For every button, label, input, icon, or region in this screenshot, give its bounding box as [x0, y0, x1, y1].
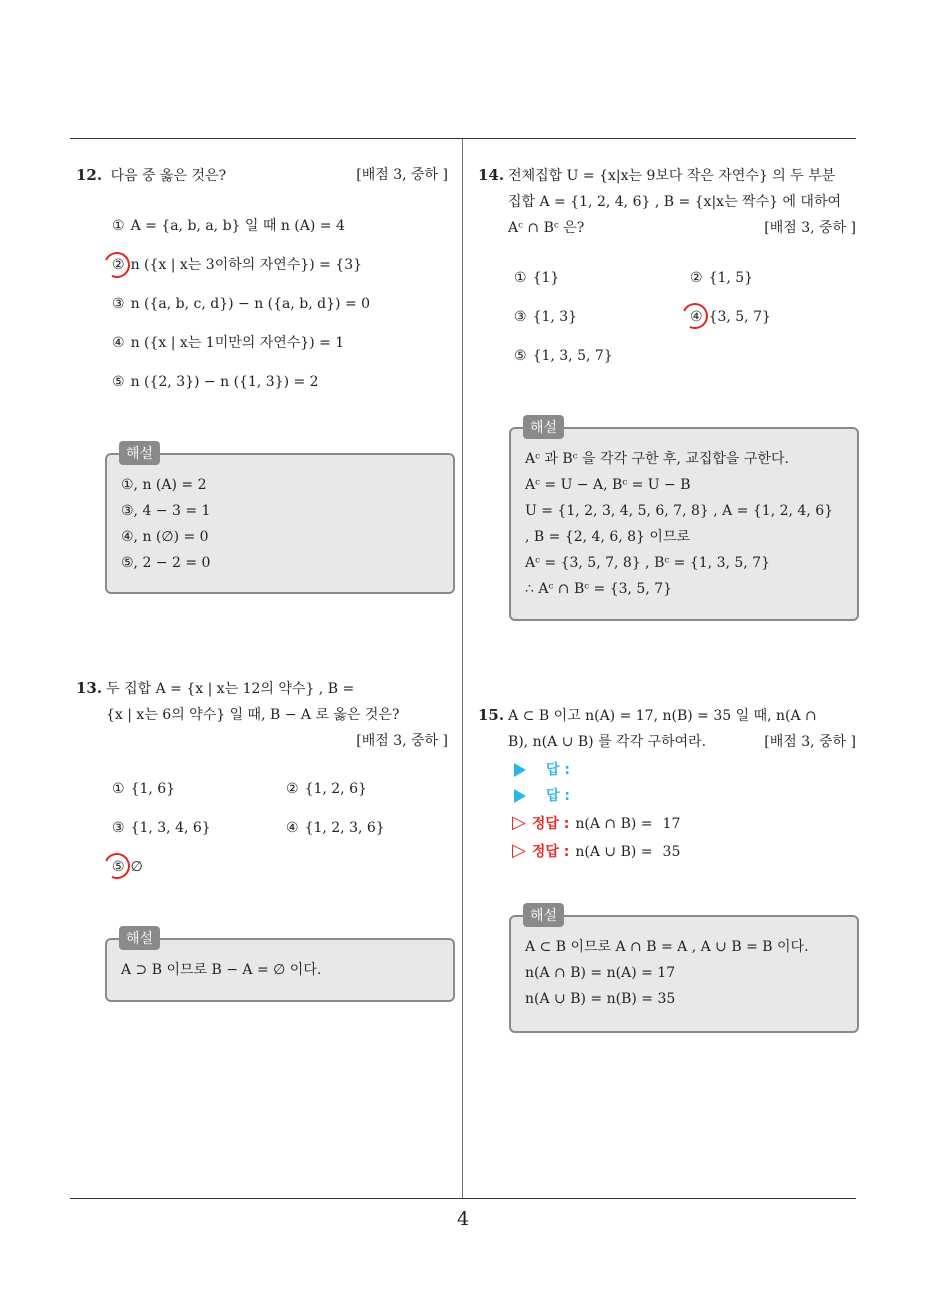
- play-triangle-icon: [514, 789, 526, 803]
- question-13: [76, 675, 448, 754]
- page-number: 4: [456, 1208, 470, 1230]
- option-text: n ({x | x는 1미만의 자연수}) = 1: [130, 335, 345, 351]
- question-text-line: 두 집합 A = {x | x는 12의 약수} , B =: [106, 681, 355, 697]
- question-text-line: 집합 A = {1, 2, 4, 6} , B = {x|x는 짝수} 에 대하여: [508, 194, 841, 210]
- q14-solution-box: [509, 420, 859, 621]
- solution-line: ④, n (∅) = 0: [121, 529, 209, 545]
- answer-field-1[interactable]: [514, 760, 570, 780]
- question-number: 12.: [76, 166, 103, 184]
- top-rule: [70, 138, 856, 139]
- option-number: ④: [112, 335, 125, 351]
- q12-option-3[interactable]: [112, 294, 370, 314]
- question-number: 13.: [76, 679, 103, 697]
- selected-answer-mark: [100, 248, 133, 281]
- q12-option-2[interactable]: [112, 255, 362, 275]
- option-text: {1, 3}: [532, 309, 578, 325]
- option-number: ②: [286, 781, 299, 797]
- solution-line: A ⊃ B 이므로 B − A = ∅ 이다.: [121, 962, 322, 978]
- option-number: ⑤: [112, 859, 125, 875]
- bottom-rule: [70, 1198, 856, 1199]
- q13-option-2[interactable]: [286, 779, 367, 799]
- question-text-line: {x | x는 6의 약수} 일 때, B − A 로 옳은 것은?: [106, 707, 400, 723]
- question-text-line: A ⊂ B 이고 n(A) = 17, n(B) = 35 일 때, n(A ∩: [508, 708, 817, 724]
- correct-expression: n(A ∩ B) =: [575, 816, 653, 832]
- solution-tag: 해설: [523, 903, 564, 927]
- option-number: ①: [112, 218, 125, 234]
- question-number: 14.: [478, 166, 505, 184]
- option-number: ④: [690, 309, 703, 325]
- solution-line: Aᶜ = U − A, Bᶜ = U − B: [525, 477, 691, 493]
- solution-line: , B = {2, 4, 6, 8} 이므로: [525, 529, 690, 545]
- solution-line: A ⊂ B 이므로 A ∩ B = A , A ∪ B = B 이다.: [525, 939, 809, 955]
- option-text: ∅: [130, 859, 143, 875]
- q13-option-3[interactable]: [112, 818, 211, 838]
- option-number: ③: [514, 309, 527, 325]
- q13-solution-box: [105, 931, 455, 1002]
- selected-answer-mark: [100, 849, 133, 882]
- correct-value: 35: [662, 844, 681, 860]
- correct-answer-1: [512, 813, 680, 834]
- option-number: ⑤: [112, 374, 125, 390]
- question-score: [배점 3, 중하 ]: [356, 733, 448, 749]
- solution-line: n(A ∩ B) = n(A) = 17: [525, 965, 676, 981]
- solution-line: U = {1, 2, 3, 4, 5, 6, 7, 8} , A = {1, 2, 4, 6}: [525, 503, 834, 519]
- option-number: ③: [112, 296, 125, 312]
- solution-tag: 해설: [119, 441, 160, 465]
- question-text-line: Aᶜ ∩ Bᶜ 은?: [508, 220, 585, 236]
- solution-line: ∴ Aᶜ ∩ Bᶜ = {3, 5, 7}: [525, 581, 673, 597]
- solution-line: ⑤, 2 − 2 = 0: [121, 555, 211, 571]
- question-text: 다음 중 옳은 것은?: [110, 168, 227, 184]
- option-number: ②: [112, 257, 125, 273]
- q13-option-1[interactable]: [112, 779, 175, 799]
- question-number: 15.: [478, 706, 505, 724]
- solution-tag: 해설: [119, 926, 160, 950]
- correct-label: 정답 :: [531, 816, 570, 832]
- option-number: ②: [690, 270, 703, 286]
- option-text: A = {a, b, a, b} 일 때 n (A) = 4: [130, 218, 345, 234]
- option-text: n ({2, 3}) − n ({1, 3}) = 2: [130, 374, 319, 390]
- outline-triangle-icon: ▷: [512, 840, 526, 861]
- question-text-line: 전체집합 U = {x|x는 9보다 작은 자연수} 의 두 부분: [508, 168, 836, 184]
- q14-option-2[interactable]: [690, 268, 753, 288]
- q12-option-4[interactable]: [112, 333, 344, 353]
- correct-value: 17: [662, 816, 681, 832]
- q14-option-5[interactable]: [514, 346, 613, 366]
- option-text: {1, 2, 6}: [304, 781, 367, 797]
- q14-option-3[interactable]: [514, 307, 577, 327]
- option-number: ③: [112, 820, 125, 836]
- q12-solution-box: [105, 446, 455, 594]
- solution-line: Aᶜ 과 Bᶜ 을 각각 구한 후, 교집합을 구한다.: [525, 451, 789, 467]
- answer-field-2[interactable]: [514, 786, 570, 806]
- option-text: {1, 3, 5, 7}: [532, 348, 613, 364]
- question-score: [배점 3, 중하 ]: [764, 220, 856, 236]
- column-divider: [462, 139, 463, 1199]
- option-number: ⑤: [514, 348, 527, 364]
- option-text: {1, 2, 3, 6}: [304, 820, 385, 836]
- option-text: n ({x | x는 3이하의 자연수}) = {3}: [130, 257, 363, 273]
- question-score: [배점 3, 중하 ]: [356, 167, 448, 183]
- option-text: {1, 6}: [130, 781, 176, 797]
- q12-option-1[interactable]: [112, 216, 345, 236]
- solution-line: n(A ∪ B) = n(B) = 35: [525, 991, 676, 1007]
- question-score: [배점 3, 중하 ]: [764, 734, 856, 750]
- option-text: n ({a, b, c, d}) − n ({a, b, d}) = 0: [130, 296, 371, 312]
- q15-solution-box: [509, 908, 859, 1033]
- question-15: [478, 702, 856, 755]
- answer-label: 답 :: [546, 788, 570, 804]
- correct-expression: n(A ∪ B) =: [575, 844, 653, 860]
- option-number: ①: [514, 270, 527, 286]
- option-text: {3, 5, 7}: [708, 309, 771, 325]
- correct-label: 정답 :: [531, 844, 570, 860]
- q12-option-5[interactable]: [112, 372, 319, 392]
- option-text: {1, 3, 4, 6}: [130, 820, 211, 836]
- solution-line: Aᶜ = {3, 5, 7, 8} , Bᶜ = {1, 3, 5, 7}: [525, 555, 770, 571]
- solution-line: ③, 4 − 3 = 1: [121, 503, 211, 519]
- selected-answer-mark: [678, 299, 711, 332]
- answer-label: 답 :: [546, 762, 570, 778]
- option-number: ①: [112, 781, 125, 797]
- correct-answer-2: [512, 841, 680, 862]
- question-14: [478, 162, 856, 241]
- option-text: {1, 5}: [708, 270, 754, 286]
- solution-tag: 해설: [523, 415, 564, 439]
- q14-option-1[interactable]: [514, 268, 559, 288]
- option-number: ④: [286, 820, 299, 836]
- play-triangle-icon: [514, 763, 526, 777]
- question-12-header: [76, 162, 448, 189]
- outline-triangle-icon: ▷: [512, 812, 526, 833]
- option-text: {1}: [532, 270, 560, 286]
- q13-option-4[interactable]: [286, 818, 385, 838]
- question-text-line: B), n(A ∪ B) 를 각각 구하여라.: [508, 734, 707, 750]
- solution-line: ①, n (A) = 2: [121, 477, 207, 493]
- question-12: [76, 162, 448, 189]
